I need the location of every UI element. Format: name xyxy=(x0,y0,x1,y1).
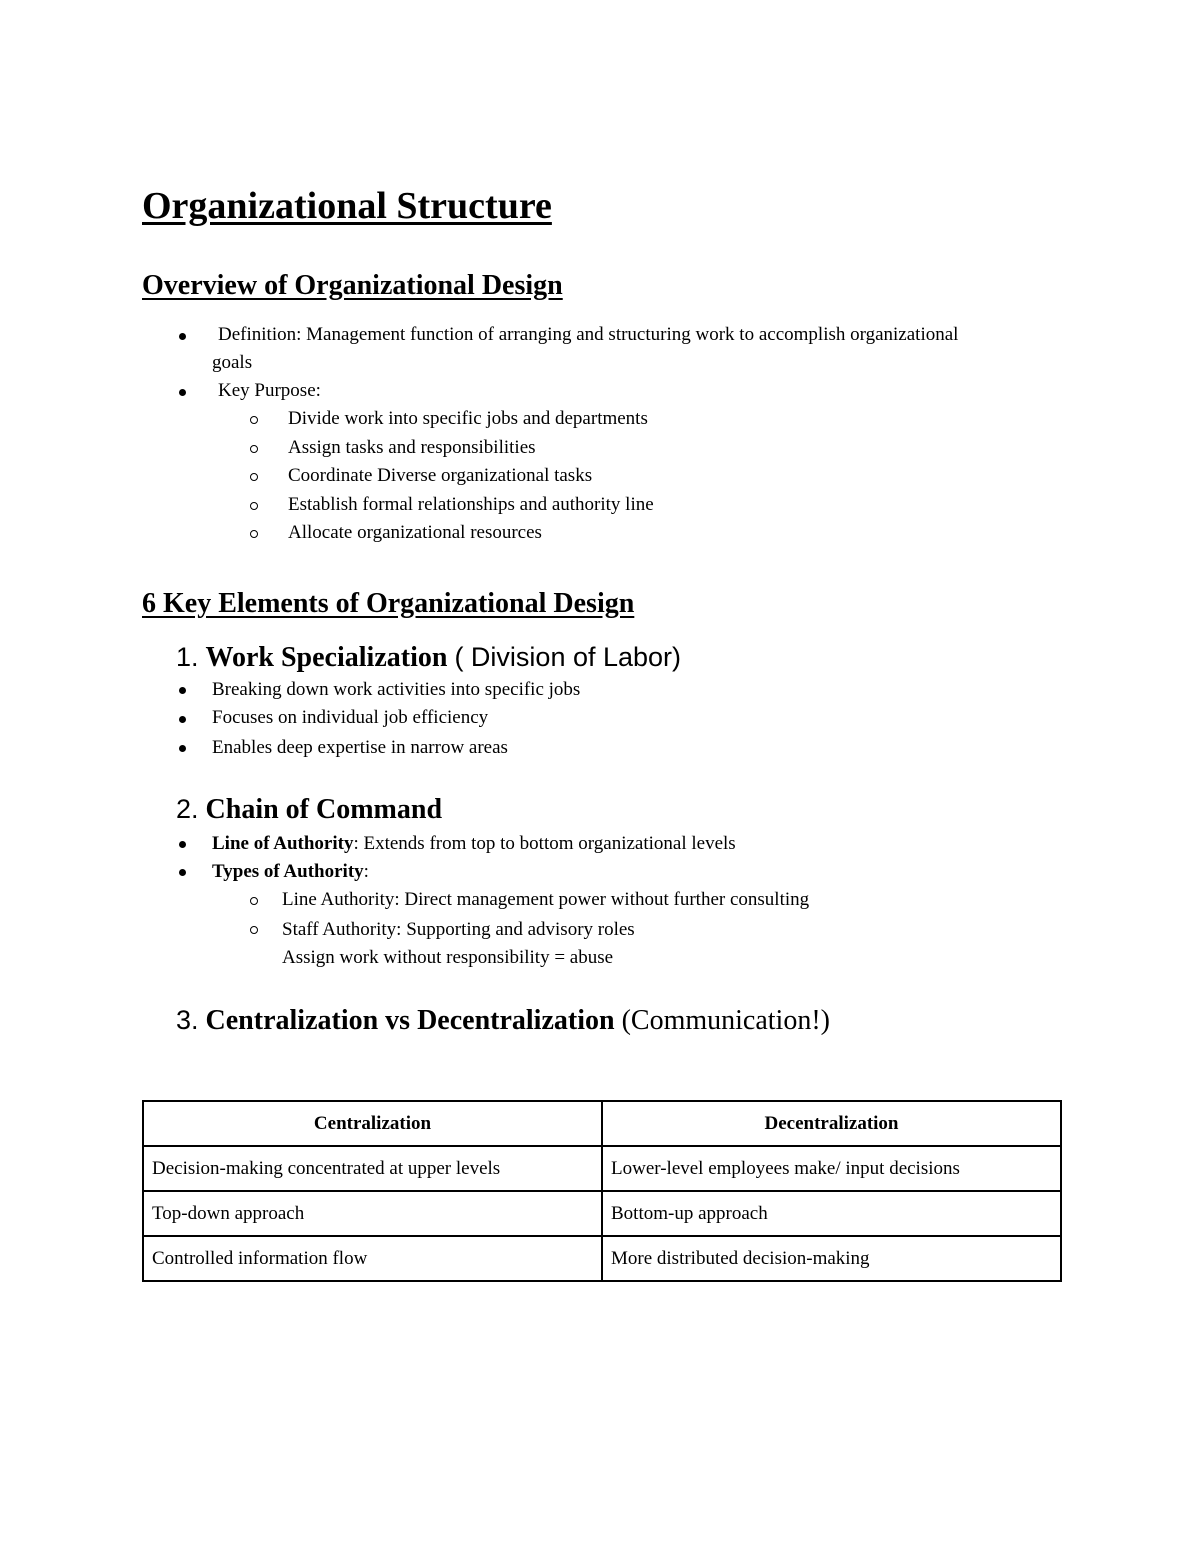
table-cell: More distributed decision-making xyxy=(602,1236,1061,1281)
key-purpose-label: Key Purpose: xyxy=(218,380,321,401)
chain-of-command-heading: 2. Chain of Command xyxy=(176,794,443,825)
purpose-item: Coordinate Diverse organizational tasks xyxy=(288,465,593,486)
bullet-icon xyxy=(179,869,186,876)
centralization-heading: 3. Centralization vs Decentralization (Communication!) xyxy=(176,1005,830,1036)
table-cell: Decision-making concentrated at upper levels xyxy=(143,1146,602,1191)
line-of-authority-item: Line of Authority: Extends from top to bottom organizational levels xyxy=(212,833,736,854)
elements-heading: 6 Key Elements of Organizational Design xyxy=(142,588,635,619)
table-cell: Top-down approach xyxy=(143,1191,602,1236)
hollow-bullet-icon xyxy=(250,530,258,538)
table-header-row xyxy=(143,1101,1061,1146)
purpose-item: Allocate organizational resources xyxy=(288,522,542,543)
table-cell: Controlled information flow xyxy=(143,1236,602,1281)
hollow-bullet-icon xyxy=(250,416,258,424)
table-cell: Lower-level employees make/ input decisions xyxy=(602,1146,1061,1191)
table-header-cell: Centralization xyxy=(143,1101,602,1146)
page-title: Organizational Structure xyxy=(142,185,552,227)
bullet-icon xyxy=(179,687,186,694)
bullet-icon xyxy=(179,389,186,396)
hollow-bullet-icon xyxy=(250,926,258,934)
authority-note: Assign work without responsibility = abuse xyxy=(282,947,614,968)
overview-heading: Overview of Organizational Design xyxy=(142,270,563,301)
staff-authority-item: Staff Authority: Supporting and advisory roles xyxy=(282,919,635,940)
table-header-cell: Decentralization xyxy=(602,1101,1061,1146)
bullet-icon xyxy=(179,716,186,723)
table-cell: Bottom-up approach xyxy=(602,1191,1061,1236)
types-of-authority-item: Types of Authority: xyxy=(212,861,369,882)
purpose-item: Assign tasks and responsibilities xyxy=(288,437,536,458)
bullet-icon xyxy=(179,841,186,848)
bullet-icon xyxy=(179,333,186,340)
line-authority-item: Line Authority: Direct management power without further consulting xyxy=(282,889,810,910)
work-specialization-item: Focuses on individual job efficiency xyxy=(212,707,489,728)
table-row xyxy=(143,1146,1061,1191)
table-row xyxy=(143,1191,1061,1236)
hollow-bullet-icon xyxy=(250,445,258,453)
purpose-item: Establish formal relationships and authority line xyxy=(288,494,654,515)
bullet-icon xyxy=(179,745,186,752)
work-specialization-item: Enables deep expertise in narrow areas xyxy=(212,737,508,758)
comparison-table xyxy=(142,1100,1062,1282)
work-specialization-item: Breaking down work activities into specific jobs xyxy=(212,679,581,700)
purpose-item: Divide work into specific jobs and departments xyxy=(288,408,648,429)
hollow-bullet-icon xyxy=(250,502,258,510)
table-row xyxy=(143,1236,1061,1281)
definition-line-1: Definition: Management function of arranging and structuring work to accomplish organizational xyxy=(218,324,959,345)
hollow-bullet-icon xyxy=(250,897,258,905)
hollow-bullet-icon xyxy=(250,473,258,481)
definition-line-2: goals xyxy=(212,352,253,373)
work-specialization-heading: 1. Work Specialization ( Division of Labor) xyxy=(176,642,682,673)
